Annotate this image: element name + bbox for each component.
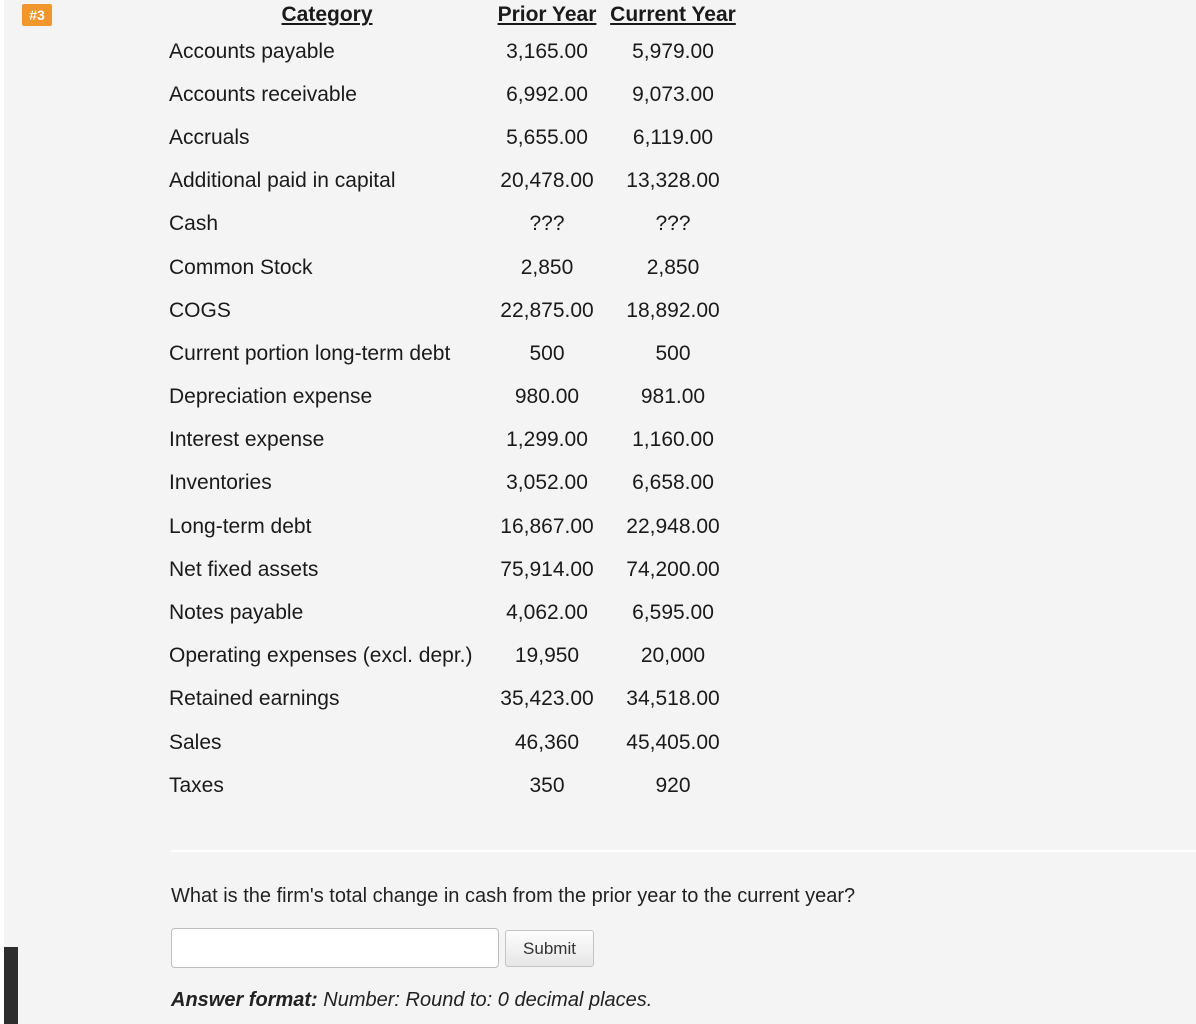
row-current-year-value: 13,328.00 [626,169,720,193]
row-prior-year-value: ??? [529,212,565,236]
answer-input[interactable] [171,928,499,968]
table-row [165,548,741,591]
table-row [165,419,741,462]
row-current-year-value: 74,200.00 [626,557,720,581]
row-category: Depreciation expense [169,385,373,409]
answer-format-text: Number: Round to: 0 decimal places. [317,989,653,1011]
table-row [165,764,741,807]
row-current-year-value: 20,000 [640,644,706,668]
row-current-year-value: 34,518.00 [626,687,720,711]
row-prior-year-value: 3,052.00 [506,471,588,495]
question-number-badge: #3 [22,4,52,26]
table-row [165,591,741,634]
table-row [165,203,741,246]
header-category: Category [281,3,373,26]
row-current-year-value: 1,160.00 [632,428,714,452]
table-row [165,505,741,548]
row-category: Accounts receivable [169,82,357,106]
row-prior-year-value: 22,875.00 [500,298,594,322]
table-row [165,116,741,159]
table-row [165,289,741,332]
row-category: Accounts payable [169,39,335,63]
section-divider [171,850,1196,852]
side-scroll-handle [4,947,18,1024]
row-prior-year-value: 350 [529,773,565,797]
table-row [165,462,741,505]
row-prior-year-value: 1,299.00 [506,428,588,452]
row-category: Operating expenses (excl. depr.) [169,644,473,668]
row-category: Cash [169,212,219,236]
row-current-year-value: 6,119.00 [632,125,714,149]
row-prior-year-value: 980.00 [514,385,580,409]
row-current-year-value: 6,658.00 [632,471,714,495]
row-current-year-value: 5,979.00 [632,39,714,63]
table-row [165,635,741,678]
row-category: Notes payable [169,601,304,625]
row-prior-year-value: 3,165.00 [506,39,588,63]
row-category: Additional paid in capital [169,169,396,193]
row-current-year-value: 500 [655,341,691,365]
row-current-year-value: 6,595.00 [632,601,714,625]
table-row [165,332,741,375]
row-prior-year-value: 2,850 [520,255,574,279]
row-prior-year-value: 19,950 [514,644,580,668]
question-panel [4,0,1196,1024]
row-category: Accruals [169,125,250,149]
row-current-year-value: 9,073.00 [632,82,714,106]
table-row [165,721,741,764]
submit-button[interactable]: Submit [505,930,594,967]
table-header-row [165,0,741,30]
header-current-year: Current Year [610,3,736,26]
table-row [165,30,741,73]
row-category: Inventories [169,471,272,495]
row-prior-year-value: 6,992.00 [506,82,588,106]
row-category: Long-term debt [169,514,312,538]
row-current-year-value: 45,405.00 [626,730,720,754]
table-row [165,246,741,289]
row-current-year-value: 22,948.00 [626,514,720,538]
row-current-year-value: 920 [655,773,691,797]
table-body [165,30,741,807]
header-prior-year: Prior Year [497,3,597,26]
row-current-year-value: 2,850 [646,255,700,279]
row-current-year-value: 18,892.00 [626,298,720,322]
row-category: Sales [169,730,222,754]
row-category: Retained earnings [169,687,340,711]
answer-format-note [171,989,652,1012]
row-prior-year-value: 20,478.00 [500,169,594,193]
row-prior-year-value: 35,423.00 [500,687,594,711]
row-prior-year-value: 75,914.00 [500,557,594,581]
question-text: What is the firm's total change in cash from the prior year to the current year? [171,885,856,907]
table-row [165,73,741,116]
row-prior-year-value: 4,062.00 [506,601,588,625]
table-row [165,678,741,721]
row-current-year-value: 981.00 [640,385,706,409]
row-category: Net fixed assets [169,557,319,581]
row-category: Taxes [169,773,224,797]
row-category: COGS [169,298,231,322]
row-category: Current portion long-term debt [169,341,451,365]
row-category: Common Stock [169,255,313,279]
row-prior-year-value: 500 [529,341,565,365]
table-row [165,376,741,419]
row-prior-year-value: 5,655.00 [506,125,588,149]
table-row [165,160,741,203]
financial-data-table [165,0,741,807]
row-category: Interest expense [169,428,325,452]
row-prior-year-value: 46,360 [514,730,580,754]
row-prior-year-value: 16,867.00 [500,514,594,538]
answer-format-label: Answer format: [171,989,318,1011]
row-current-year-value: ??? [655,212,691,236]
